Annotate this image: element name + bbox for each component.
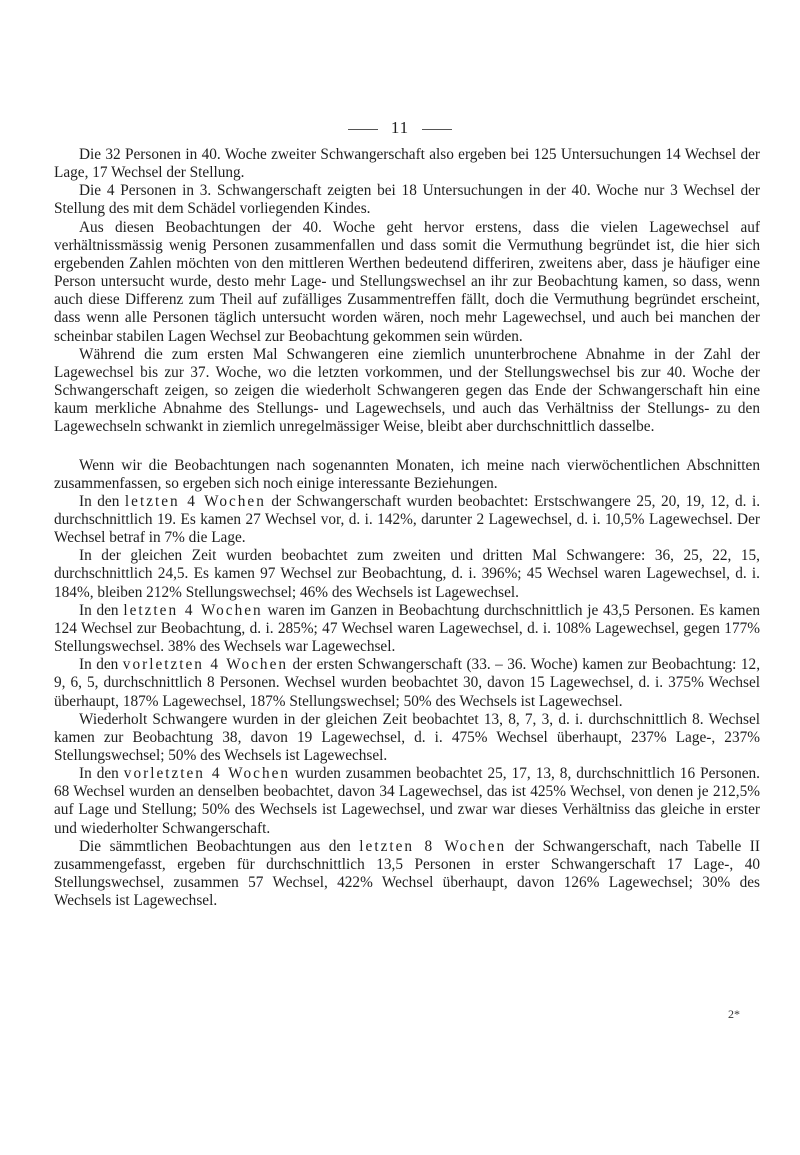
paragraph: Wenn wir die Beobachtungen nach sogenannten Monaten, ich meine nach vierwöchentlichen Abschnitten zusammenfassen, so ergeben sich noch einige interessante Beziehungen. bbox=[54, 456, 760, 492]
text-lead: In den bbox=[79, 492, 120, 510]
section-gap bbox=[54, 437, 760, 457]
paragraph bbox=[54, 765, 760, 838]
text-rest: der ersten Schwangerschaft (33. – 36. Woche) kamen zur Beobachtung: 12, 9, 6, 5, durchschnittlich 8 Personen. Wechsel wurden beobachtet 30, davon 15 Lagewechsel, d. i. 375% Wechsel überhaupt, 187% Lagewechsel, 187% Stellungswechsel; 50% des Wechsels ist Lagewechsel. bbox=[54, 656, 761, 710]
header-dash-left bbox=[348, 129, 378, 130]
text-lead: In den bbox=[79, 656, 119, 674]
text-lead: In den bbox=[79, 765, 119, 783]
text-rest: waren im Ganzen in Beobachtung durchschnittlich je 43,5 Personen. Es kamen 124 Wechsel zur Beobachtung, d. i. 285%; 47 Wechsel waren Lagewechsel, d. i. 108% Lagewechsel, gegen 177% Stellungswechsel. 38% des Wechsels war Lagewechsel. bbox=[54, 601, 761, 656]
paragraph bbox=[54, 602, 760, 656]
paragraph: Die 4 Personen in 3. Schwangerschaft zeigten bei 18 Untersuchungen in der 40. Woche nur 3 Wechsel der Stellung des mit dem Schädel vorliegenden Kindes. bbox=[54, 182, 760, 218]
text-emphasis: letzten 4 Wochen bbox=[124, 492, 266, 510]
paragraph: Aus diesen Beobachtungen der 40. Woche geht hervor erstens, dass die vielen Lagewechsel auf verhältnissmässig wenig Personen zusammenfallen und dass somit die Vermuthung begründet ist, die hier sich ergebenden Zahlen möchten von den mittleren Werthen bedeutend differiren, zweitens aber, dass je häufiger eine Person untersucht wurde, desto mehr Lage- und Stellungswechsel an ihr zur Beobachtung kamen, so dass, wenn auch diese Differenz zum Theil auf zufälliges Zusammentreffen fällt, doch die Vermuthung begründet erscheint, dass wenn alle Personen täglich untersucht worden wären, noch mehr Lagewechsel, und auch bei manchen der scheinbar stabilen Lagen Wechsel zur Beobachtung gekommen sein würden. bbox=[54, 218, 760, 345]
text-emphasis: letzten 4 Wochen bbox=[123, 601, 263, 619]
page-number: 11 bbox=[390, 118, 410, 137]
paragraph: Wiederholt Schwangere wurden in der gleichen Zeit beobachtet 13, 8, 7, 3, d. i. durchschnittlich 8. Wechsel kamen zur Beobachtung 38, davon 19 Lagewechsel, d. i. 475% Wechsel überhaupt, 237% Lage-, 237% Stellungswechsel; 50% des Wechsels ist Lagewechsel. bbox=[54, 710, 760, 764]
body-text bbox=[54, 146, 760, 910]
text-lead: Die sämmtlichen Beobachtungen aus den bbox=[79, 837, 351, 855]
text-emphasis: vorletzten 4 Wochen bbox=[122, 656, 289, 674]
paragraph bbox=[54, 656, 760, 710]
text-rest: wurden zusammen beobachtet 25, 17, 13, 8, durchschnittlich 16 Personen. 68 Wechsel wurden an denselben beobachtet, davon 34 Lagewechsel, das ist 425% Wechsel, von denen je 212,5% auf Lage und Stellung; 50% des Wechsels ist Lagewechsel, und zwar war dieses Verhältniss das gleiche in erster und wiederholter Schwangerschaft. bbox=[54, 765, 760, 837]
header-dash-right bbox=[422, 129, 452, 130]
signature-mark: 2* bbox=[728, 1007, 740, 1021]
text-rest: der Schwangerschaft, nach Tabelle II zusammengefasst, ergeben für durchschnittlich 13,5 Personen in erster Schwangerschaft 17 Lage-, 40 Stellungswechsel, zusammen 57 Wechsel, 422% Wechsel überhaupt, davon 126% Lagewechsel; 30% des Wechsels ist Lagewechsel. bbox=[54, 837, 760, 910]
paragraph bbox=[54, 493, 760, 547]
text-emphasis: vorletzten 4 Wochen bbox=[123, 765, 291, 783]
paragraph bbox=[54, 838, 760, 911]
paragraph: Während die zum ersten Mal Schwangeren eine ziemlich ununterbrochene Abnahme in der Zahl der Lagewechsel bis zur 37. Woche, wo die letzten vorkommen, und der Stellungswechsel bis zur 40. Woche der Schwangerschaft zeigen, so zeigen die wiederholt Schwangeren gegen das Ende der Schwangerschaft hin eine kaum merkliche Abnahme des Stellungs- und Lagewechsels, und auch das Verhältniss der Stellungs- zu den Lagewechseln schwankt in ziemlich unregelmässiger Weise, bleibt aber durchschnittlich dasselbe. bbox=[54, 345, 760, 436]
text-lead: In den bbox=[79, 601, 119, 619]
page-header bbox=[0, 118, 800, 138]
text-rest: der Schwangerschaft wurden beobachtet: Erstschwangere 25, 20, 19, 12, d. i. durchschnittlich 19. Es kamen 27 Wechsel vor, d. i. 142%, darunter 2 Lagewechsel, d. i. 10,5% Lagewechsel. Der Wechsel betraf in 7% die Lage. bbox=[54, 492, 761, 547]
paragraph: In der gleichen Zeit wurden beobachtet zum zweiten und dritten Mal Schwangere: 36, 25, 22, 15, durchschnittlich 24,5. Es kamen 97 Wechsel zur Beobachtung, d. i. 396%; 45 Wechsel waren Lagewechsel, d. i. 184%, bleiben 212% Stellungswechsel; 46% des Wechsels ist Lagewechsel. bbox=[54, 547, 760, 601]
paragraph: Die 32 Personen in 40. Woche zweiter Schwangerschaft also ergeben bei 125 Untersuchungen 14 Wechsel der Lage, 17 Wechsel der Stellung. bbox=[54, 146, 760, 182]
text-emphasis: letzten 8 Wochen bbox=[359, 837, 507, 855]
